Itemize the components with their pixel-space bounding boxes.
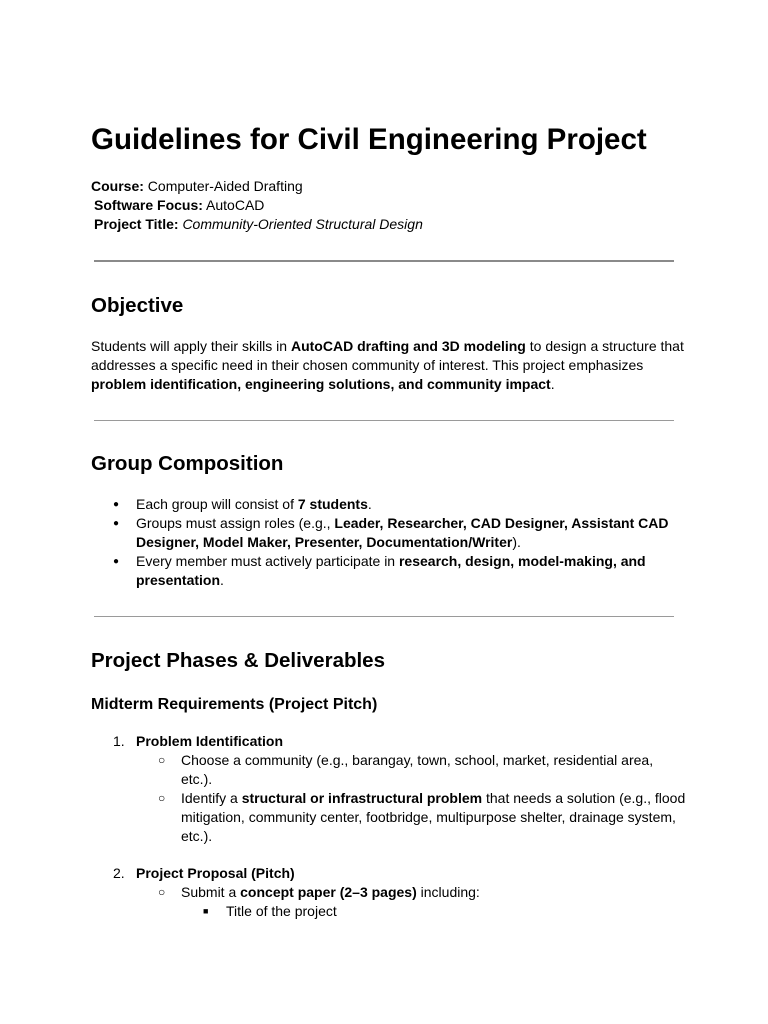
software-line <box>94 196 264 215</box>
list-number: 1. <box>113 733 125 749</box>
item-2-title: Project Proposal (Pitch) <box>136 865 295 881</box>
circle-bullet-icon: ○ <box>158 791 166 805</box>
objective-line-3 <box>91 375 555 394</box>
divider <box>94 420 674 421</box>
list-number: 2. <box>113 865 125 881</box>
bullet-icon: ● <box>113 499 120 510</box>
divider <box>94 616 674 617</box>
group-bullet-3-line-2 <box>136 571 224 590</box>
bullet-bold: presentation <box>136 572 221 588</box>
item-2-sub-1 <box>181 883 480 902</box>
circle-bullet-icon: ○ <box>158 753 166 767</box>
bullet-text: . <box>367 496 372 512</box>
bullet-bold: research, design, model-making, and <box>398 553 646 569</box>
item-1-sub-1-line-1: Choose a community (e.g., barangay, town, school, market, residential area, <box>181 752 654 768</box>
sub-text: Identify a <box>181 790 242 806</box>
bullet-text: Every member must actively participate in <box>136 553 399 569</box>
sub-bold: concept paper (2–3 pages) <box>240 884 417 900</box>
bullet-text: Each group will consist of <box>136 496 298 512</box>
divider <box>94 260 674 262</box>
circle-bullet-icon: ○ <box>158 885 166 899</box>
bullet-bold: Designer, Model Maker, Presenter, Documentation/Writer <box>136 534 513 550</box>
sub-text: including: <box>416 884 480 900</box>
bullet-text: ). <box>512 534 521 550</box>
document-title: Guidelines for Civil Engineering Project <box>91 123 647 156</box>
software-label: Software Focus: <box>94 197 203 213</box>
group-heading: Group Composition <box>91 452 284 475</box>
bullet-bold: 7 students <box>297 496 368 512</box>
bullet-icon: ● <box>113 556 120 567</box>
software-value: AutoCAD <box>206 197 265 213</box>
objective-bold: problem identification, engineering solutions, and community impact <box>91 376 551 392</box>
group-bullet-1 <box>136 495 372 514</box>
objective-line-1 <box>91 337 684 356</box>
midterm-subheading: Midterm Requirements (Project Pitch) <box>91 696 378 713</box>
project-title-line <box>94 215 423 234</box>
objective-text: . <box>550 376 555 392</box>
course-line <box>91 177 303 196</box>
item-1-sub-2-line-1 <box>181 789 685 808</box>
objective-text: to design a structure that <box>525 338 684 354</box>
group-bullet-2-line-1 <box>136 514 668 533</box>
item-2-sub-sub-1: Title of the project <box>226 903 337 919</box>
project-title-value: Community-Oriented Structural Design <box>182 216 423 232</box>
sub-bold: structural or infrastructural problem <box>241 790 483 806</box>
objective-text: Students will apply their skills in <box>91 338 291 354</box>
item-1-sub-2-line-3: etc.). <box>181 828 213 844</box>
bullet-text: . <box>220 572 224 588</box>
bullet-icon: ● <box>113 518 120 529</box>
objective-bold: AutoCAD drafting and 3D modeling <box>290 338 526 354</box>
bullet-bold: Leader, Researcher, CAD Designer, Assistant CAD <box>334 515 669 531</box>
sub-text: that needs a solution (e.g., flood <box>482 790 686 806</box>
course-label: Course: <box>91 178 144 194</box>
phases-heading: Project Phases & Deliverables <box>91 649 385 672</box>
sub-text: Submit a <box>181 884 241 900</box>
square-bullet-icon: ■ <box>203 906 209 916</box>
item-1-title: Problem Identification <box>136 733 284 749</box>
group-bullet-2-line-2 <box>136 533 521 552</box>
item-1-sub-2-line-2: mitigation, community center, footbridge, multipurpose shelter, drainage system, <box>181 809 676 825</box>
group-bullet-3-line-1 <box>136 552 646 571</box>
item-1-sub-1-line-2: etc.). <box>181 771 213 787</box>
project-title-label: Project Title: <box>94 216 179 232</box>
bullet-text: Groups must assign roles (e.g., <box>136 515 335 531</box>
course-value: Computer-Aided Drafting <box>147 178 303 194</box>
objective-heading: Objective <box>91 294 184 317</box>
objective-line-2: addresses a specific need in their chosen community of interest. This project emphasizes <box>91 357 644 373</box>
